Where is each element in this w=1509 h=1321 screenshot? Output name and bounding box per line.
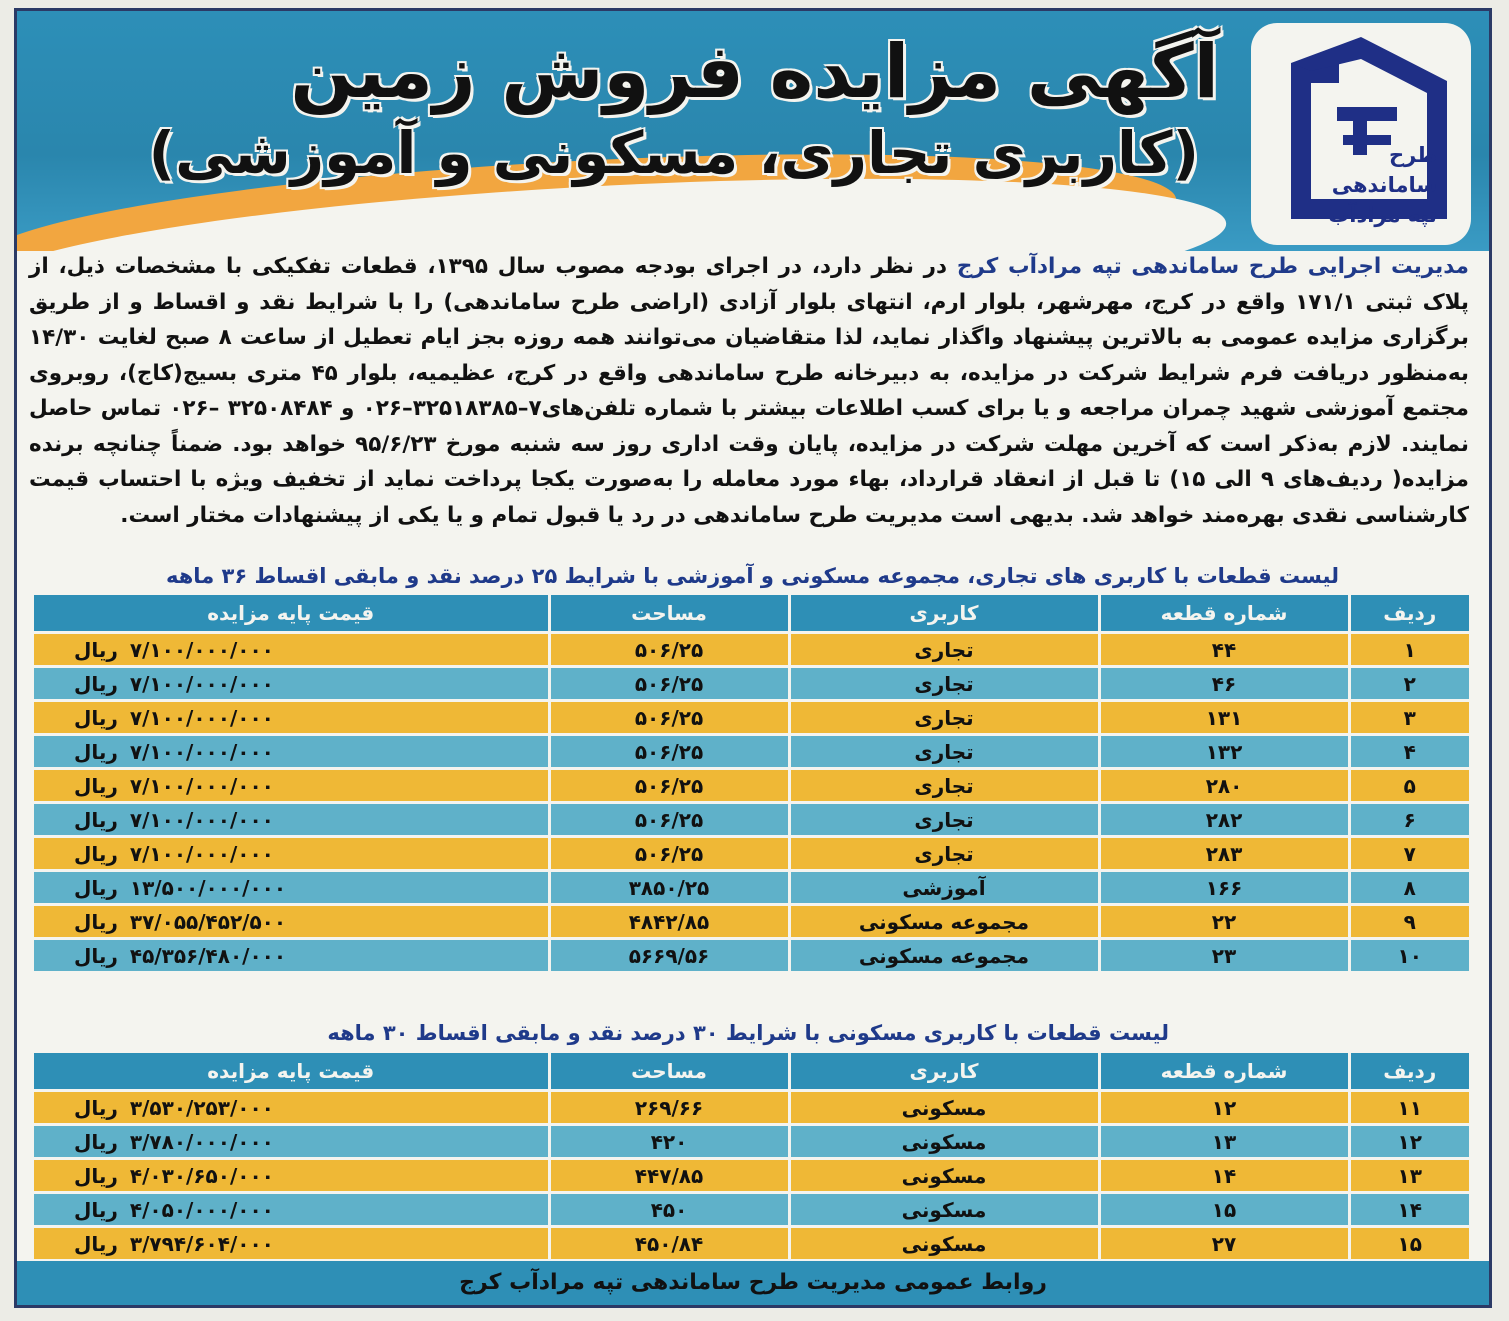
header-row-number: ردیف	[1349, 595, 1469, 633]
area-cell: ۵۰۶/۲۵	[549, 701, 789, 735]
row-number-cell: ۱۲	[1349, 1125, 1469, 1159]
row-number-cell: ۱	[1349, 633, 1469, 667]
base-price-cell	[33, 905, 550, 939]
parcel-number-cell: ۱۳۱	[1099, 701, 1349, 735]
price-value: ۱۳/۵۰۰/۰۰۰/۰۰۰	[129, 875, 287, 900]
area-cell: ۵۰۶/۲۵	[549, 735, 789, 769]
price-value: ۳۷/۰۵۵/۴۵۲/۵۰۰	[129, 909, 287, 934]
area-cell: ۳۸۵۰/۲۵	[549, 871, 789, 905]
base-price-cell	[33, 667, 550, 701]
price-value: ۳/۷۹۴/۶۰۴/۰۰۰	[129, 1231, 274, 1256]
land-use-cell: مسکونی	[789, 1091, 1099, 1125]
price-value: ۴/۰۳۰/۶۵۰/۰۰۰	[129, 1163, 274, 1188]
price-value: ۴۵/۳۵۶/۴۸۰/۰۰۰	[129, 943, 287, 968]
logo-line-1: طرح	[1389, 143, 1437, 167]
header-row-number: ردیف	[1349, 1053, 1469, 1091]
price-value: ۳/۵۳۰/۲۵۳/۰۰۰	[129, 1095, 274, 1120]
header-area: مساحت	[549, 595, 789, 633]
auction-notice	[14, 8, 1492, 1308]
commercial-lots-table	[31, 595, 1469, 974]
base-price-cell	[33, 633, 550, 667]
currency-unit: ریال	[74, 807, 118, 832]
land-use-cell: مسکونی	[789, 1125, 1099, 1159]
parcel-number-cell: ۲۸۳	[1099, 837, 1349, 871]
area-cell: ۵۶۶۹/۵۶	[549, 939, 789, 973]
logo-line-2: ساماندهی	[1331, 173, 1437, 197]
land-use-cell: مسکونی	[789, 1193, 1099, 1227]
price-value: ۴/۰۵۰/۰۰۰/۰۰۰	[129, 1197, 274, 1222]
base-price-cell	[33, 803, 550, 837]
land-use-cell: مجموعه مسکونی	[789, 905, 1099, 939]
organization-logo	[1251, 23, 1471, 245]
parcel-number-cell: ۱۴	[1099, 1159, 1349, 1193]
table-row	[33, 939, 1470, 973]
base-price-cell	[33, 701, 550, 735]
price-value: ۷/۱۰۰/۰۰۰/۰۰۰	[129, 841, 274, 866]
table-row	[33, 1125, 1470, 1159]
table-row	[33, 1159, 1470, 1193]
base-price-cell	[33, 939, 550, 973]
area-cell: ۴۵۰/۸۴	[549, 1227, 789, 1261]
table-row	[33, 837, 1470, 871]
area-cell: ۵۰۶/۲۵	[549, 837, 789, 871]
land-use-cell: مجموعه مسکونی	[789, 939, 1099, 973]
row-number-cell: ۱۱	[1349, 1091, 1469, 1125]
currency-unit: ریال	[74, 1163, 118, 1188]
notice-header	[17, 11, 1489, 251]
parcel-number-cell: ۱۲	[1099, 1091, 1349, 1125]
parcel-number-cell: ۱۳۲	[1099, 735, 1349, 769]
area-cell: ۴۸۴۲/۸۵	[549, 905, 789, 939]
land-use-cell: تجاری	[789, 837, 1099, 871]
land-use-cell: آموزشی	[789, 871, 1099, 905]
base-price-cell	[33, 1193, 550, 1227]
currency-unit: ریال	[74, 875, 118, 900]
currency-unit: ریال	[74, 671, 118, 696]
currency-unit: ریال	[74, 1231, 118, 1256]
intro-paragraph	[29, 249, 1469, 533]
header-land-use: کاربری	[789, 595, 1099, 633]
currency-unit: ریال	[74, 1197, 118, 1222]
base-price-cell	[33, 1091, 550, 1125]
price-value: ۷/۱۰۰/۰۰۰/۰۰۰	[129, 739, 274, 764]
table-header-row	[33, 1053, 1470, 1091]
currency-unit: ریال	[74, 1095, 118, 1120]
parcel-number-cell: ۴۶	[1099, 667, 1349, 701]
price-value: ۷/۱۰۰/۰۰۰/۰۰۰	[129, 807, 274, 832]
price-value: ۷/۱۰۰/۰۰۰/۰۰۰	[129, 705, 274, 730]
currency-unit: ریال	[74, 739, 118, 764]
land-use-cell: تجاری	[789, 633, 1099, 667]
price-value: ۷/۱۰۰/۰۰۰/۰۰۰	[129, 773, 274, 798]
table-row	[33, 667, 1470, 701]
base-price-cell	[33, 735, 550, 769]
parcel-number-cell: ۱۶۶	[1099, 871, 1349, 905]
area-cell: ۲۶۹/۶۶	[549, 1091, 789, 1125]
header-base-price: قیمت پایه مزایده	[33, 1053, 550, 1091]
parcel-number-cell: ۲۸۲	[1099, 803, 1349, 837]
area-cell: ۵۰۶/۲۵	[549, 769, 789, 803]
area-cell: ۴۵۰	[549, 1193, 789, 1227]
table-row	[33, 735, 1470, 769]
header-parcel-number: شماره قطعه	[1099, 595, 1349, 633]
public-relations-footer: روابط عمومی مدیریت طرح ساماندهی تپه مرادآب کرج	[17, 1261, 1489, 1305]
header-parcel-number: شماره قطعه	[1099, 1053, 1349, 1091]
land-use-cell: مسکونی	[789, 1159, 1099, 1193]
residential-lots-table	[31, 1053, 1469, 1262]
parcel-number-cell: ۱۵	[1099, 1193, 1349, 1227]
land-use-cell: تجاری	[789, 701, 1099, 735]
price-value: ۷/۱۰۰/۰۰۰/۰۰۰	[129, 671, 274, 696]
table2-caption: لیست قطعات با کاربری مسکونی با شرایط ۳۰ درصد نقد و مابقی اقساط ۳۰ ماهه	[327, 1021, 1169, 1045]
table-row	[33, 1091, 1470, 1125]
row-number-cell: ۷	[1349, 837, 1469, 871]
currency-unit: ریال	[74, 841, 118, 866]
base-price-cell	[33, 769, 550, 803]
row-number-cell: ۳	[1349, 701, 1469, 735]
parcel-number-cell: ۲۳	[1099, 939, 1349, 973]
row-number-cell: ۵	[1349, 769, 1469, 803]
parcel-number-cell: ۱۳	[1099, 1125, 1349, 1159]
row-number-cell: ۸	[1349, 871, 1469, 905]
table-row	[33, 905, 1470, 939]
price-value: ۳/۷۸۰/۰۰۰/۰۰۰	[129, 1129, 274, 1154]
row-number-cell: ۶	[1349, 803, 1469, 837]
currency-unit: ریال	[74, 637, 118, 662]
notice-subtitle: (کاربری تجاری، مسکونی و آموزشی)	[148, 119, 1199, 187]
row-number-cell: ۱۰	[1349, 939, 1469, 973]
area-cell: ۵۰۶/۲۵	[549, 803, 789, 837]
currency-unit: ریال	[74, 705, 118, 730]
intro-body: در نظر دارد، در اجرای بودجه مصوب سال ۱۳۹۵، قطعات تفکیکی با مشخصات ذیل، از پلاک ثبتی ۱۷۱/۱ واقع در کرج، مهرشهر، بلوار ارم، انتهای بلوار آزادی (اراضی طرح ساماندهی) را با شرایط نقد و اقساط و از طریق برگزاری مزایده عمومی به بالاترین پیشنهاد واگذار نماید، لذا متقاضیان می‌توانند همه روزه بجز ایام تعطیل از ساعت ۸ صبح لغایت ۱۴/۳۰ به‌منظور دریافت فرم شرایط شرکت در مزایده، به دبیرخانه طرح ساماندهی واقع در کرج، عظیمیه، بلوار ۴۵ متری بسیج(کاج)، روبروی مجتمع آموزشی شهید چمران مراجعه و یا برای کسب اطلاعات بیشتر با شماره تلفن‌های۷–۳۲۵۱۸۳۸۵–۰۲۶ و ۳۲۵۰۸۴۸۴ –۰۲۶ تماس حاصل نمایند. لازم به‌ذکر است که آخرین مهلت شرکت در مزایده، پایان وقت اداری روز سه شنبه مورخ ۹۵/۶/۲۳ خواهد بود. ضمناً چنانچه برنده مزایده( ردیف‌های ۹ الی ۱۵) تا قبل از انعقاد قرارداد، بهاء مورد معامله را به‌صورت یکجا پرداخت نماید از تخفیف ویژه با احتساب قیمت کارشناسی نقدی بهره‌مند خواهد شد. بدیهی است مدیریت طرح ساماندهی در رد یا قبول تمام و یا یکی از پیشنهادات مختار است.	[29, 254, 1469, 528]
base-price-cell	[33, 837, 550, 871]
header-area: مساحت	[549, 1053, 789, 1091]
base-price-cell	[33, 1227, 550, 1261]
area-cell: ۴۴۷/۸۵	[549, 1159, 789, 1193]
table-header-row	[33, 595, 1470, 633]
base-price-cell	[33, 1125, 550, 1159]
parcel-number-cell: ۲۲	[1099, 905, 1349, 939]
row-number-cell: ۲	[1349, 667, 1469, 701]
currency-unit: ریال	[74, 1129, 118, 1154]
base-price-cell	[33, 1159, 550, 1193]
land-use-cell: تجاری	[789, 667, 1099, 701]
land-use-cell: تجاری	[789, 735, 1099, 769]
logo-line-3: تپه مرادآب	[1328, 203, 1437, 227]
price-value: ۷/۱۰۰/۰۰۰/۰۰۰	[129, 637, 274, 662]
header-land-use: کاربری	[789, 1053, 1099, 1091]
parcel-number-cell: ۴۴	[1099, 633, 1349, 667]
row-number-cell: ۱۳	[1349, 1159, 1469, 1193]
intro-lead: مدیریت اجرایی طرح ساماندهی تپه مرادآب کرج	[956, 254, 1469, 279]
table-row	[33, 701, 1470, 735]
row-number-cell: ۴	[1349, 735, 1469, 769]
notice-title: آگهی مزایده فروش زمین	[290, 29, 1219, 115]
table-row	[33, 1227, 1470, 1261]
table-row	[33, 871, 1470, 905]
currency-unit: ریال	[74, 943, 118, 968]
area-cell: ۵۰۶/۲۵	[549, 667, 789, 701]
table-row	[33, 633, 1470, 667]
table1-caption: لیست قطعات با کاربری های تجاری، مجموعه مسکونی و آموزشی با شرایط ۲۵ درصد نقد و مابقی اقساط ۳۶ ماهه	[166, 564, 1339, 588]
area-cell: ۵۰۶/۲۵	[549, 633, 789, 667]
area-cell: ۴۲۰	[549, 1125, 789, 1159]
currency-unit: ریال	[74, 773, 118, 798]
land-use-cell: تجاری	[789, 803, 1099, 837]
header-base-price: قیمت پایه مزایده	[33, 595, 550, 633]
row-number-cell: ۱۵	[1349, 1227, 1469, 1261]
land-use-cell: تجاری	[789, 769, 1099, 803]
parcel-number-cell: ۲۸۰	[1099, 769, 1349, 803]
land-use-cell: مسکونی	[789, 1227, 1099, 1261]
table-row	[33, 803, 1470, 837]
base-price-cell	[33, 871, 550, 905]
table-row	[33, 1193, 1470, 1227]
row-number-cell: ۱۴	[1349, 1193, 1469, 1227]
currency-unit: ریال	[74, 909, 118, 934]
parcel-number-cell: ۲۷	[1099, 1227, 1349, 1261]
row-number-cell: ۹	[1349, 905, 1469, 939]
table-row	[33, 769, 1470, 803]
